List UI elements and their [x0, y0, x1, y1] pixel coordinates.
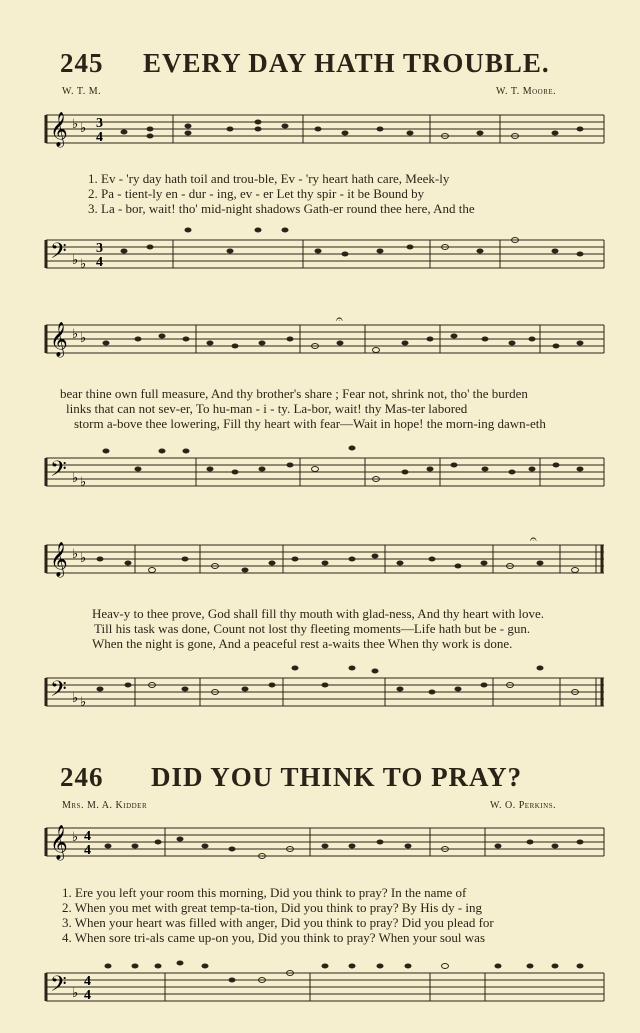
- hymn-245-lyrics-1: [88, 171, 475, 216]
- time-sig-bottom: 4: [84, 988, 91, 1003]
- verse-line: 3. When your heart was filled with anger, Did you think to pray? Did you plead for: [62, 915, 494, 930]
- notes: [97, 666, 579, 695]
- lyricist-credit: W. T. M.: [62, 86, 102, 97]
- hymn-number: 246: [60, 762, 104, 792]
- verse-line: 3. La - bor, wait! tho' mid-night shadows Gath-er round thee here, And the: [88, 201, 475, 216]
- verse-line: Heav-y to thee prove, God shall fill thy mouth with glad-ness, And thy heart with love.: [92, 606, 545, 621]
- flat-icon: ♭: [72, 546, 79, 561]
- treble-staff-246-1: [0, 818, 640, 878]
- bass-staff-245-1: [0, 230, 640, 290]
- treble-clef-icon: 𝄞: [50, 543, 68, 576]
- treble-clef-icon: 𝄞: [50, 113, 68, 146]
- flat-icon: ♭: [80, 256, 87, 271]
- verse-line: 2. When you met with great temp-ta-tion, Did you think to pray? By His dy - ing: [62, 900, 483, 915]
- verse-line: 2. Pa - tient-ly en - dur - ing, ev - er Let thy spir - it be Bound by: [88, 186, 425, 201]
- bass-staff-245-3: [0, 668, 640, 728]
- flat-icon: ♭: [72, 470, 79, 485]
- hymn-246-heading: [60, 762, 522, 793]
- bass-clef-icon: 𝄢: [50, 677, 67, 706]
- time-sig-bottom: 4: [96, 255, 103, 270]
- fermata-icon: 𝄐: [336, 312, 343, 326]
- treble-clef-icon: 𝄞: [50, 323, 68, 356]
- verse-line: storm a-bove thee lowering, Fill thy heart with fear—Wait in hope! the morn-ing dawn-eth: [74, 416, 546, 431]
- verse-line: bear thine own full measure, And thy brother's share ; Fear not, shrink not, tho' the burden: [60, 386, 528, 401]
- hymn-246-lyrics: [62, 885, 494, 945]
- composer-credit: W. T. Moore.: [496, 86, 557, 97]
- treble-staff-245-2: [0, 312, 640, 375]
- treble-clef-icon: 𝄞: [50, 826, 68, 859]
- fermata-icon: 𝄐: [530, 532, 537, 546]
- verse-line: 1. Ere you left your room this morning, Did you think to pray? In the name of: [62, 885, 467, 900]
- notes: [105, 837, 584, 859]
- time-sig-top: 4: [84, 974, 91, 989]
- flat-icon: ♭: [80, 550, 87, 565]
- flat-icon: ♭: [72, 985, 79, 1000]
- hymn-245-lyrics-2: [60, 386, 546, 431]
- bass-staff-246-1: [0, 963, 640, 1023]
- flat-icon: ♭: [72, 690, 79, 705]
- time-sig-top: 4: [84, 829, 91, 844]
- bass-clef-icon: 𝄢: [50, 972, 67, 1001]
- flat-icon: ♭: [80, 694, 87, 709]
- time-sig-top: 3: [96, 241, 103, 256]
- bass-clef-icon: 𝄢: [50, 457, 67, 486]
- flat-icon: ♭: [80, 330, 87, 345]
- notes: [97, 554, 579, 573]
- flat-icon: ♭: [80, 120, 87, 135]
- bass-clef-icon: 𝄢: [50, 239, 67, 268]
- flat-icon: ♭: [72, 252, 79, 267]
- treble-staff-245-3: [0, 532, 640, 595]
- verse-line: 1. Ev - 'ry day hath toil and trou-ble, Ev - 'ry heart hath care, Meek-ly: [88, 171, 450, 186]
- notes: [103, 334, 584, 353]
- time-sig-top: 3: [96, 116, 103, 131]
- notes: [121, 228, 584, 257]
- hymn-number: 245: [60, 48, 104, 78]
- time-sig-bottom: 4: [84, 843, 91, 858]
- hymn-title: DID YOU THINK TO PRAY?: [151, 762, 523, 792]
- verse-line: 4. When sore tri-als came up-on you, Did you think to pray? When your soul was: [62, 930, 486, 945]
- hymn-245-lyrics-3: [92, 606, 544, 651]
- flat-icon: ♭: [72, 326, 79, 341]
- notes: [103, 446, 584, 482]
- flat-icon: ♭: [72, 116, 79, 131]
- treble-staff-245-1: [0, 105, 640, 165]
- notes: [105, 961, 584, 983]
- time-sig-bottom: 4: [96, 130, 103, 145]
- composer-credit: W. O. Perkins.: [490, 800, 557, 811]
- verse-line: When the night is gone, And a peaceful rest a-waits thee When thy work is done.: [92, 636, 513, 651]
- verse-line: Till his task was done, Count not lost thy fleeting moments—Life hath but be - gun.: [94, 621, 531, 636]
- verse-line: links that can not sev-er, To hu-man - i - ty. La-bor, wait! thy Mas-ter labored: [66, 401, 468, 416]
- flat-icon: ♭: [72, 829, 79, 844]
- lyricist-credit: Mrs. M. A. Kidder: [62, 800, 148, 811]
- hymn-245-heading: [60, 48, 550, 79]
- flat-icon: ♭: [80, 474, 87, 489]
- bass-staff-245-2: [0, 448, 640, 508]
- hymn-title: EVERY DAY HATH TROUBLE.: [143, 48, 550, 78]
